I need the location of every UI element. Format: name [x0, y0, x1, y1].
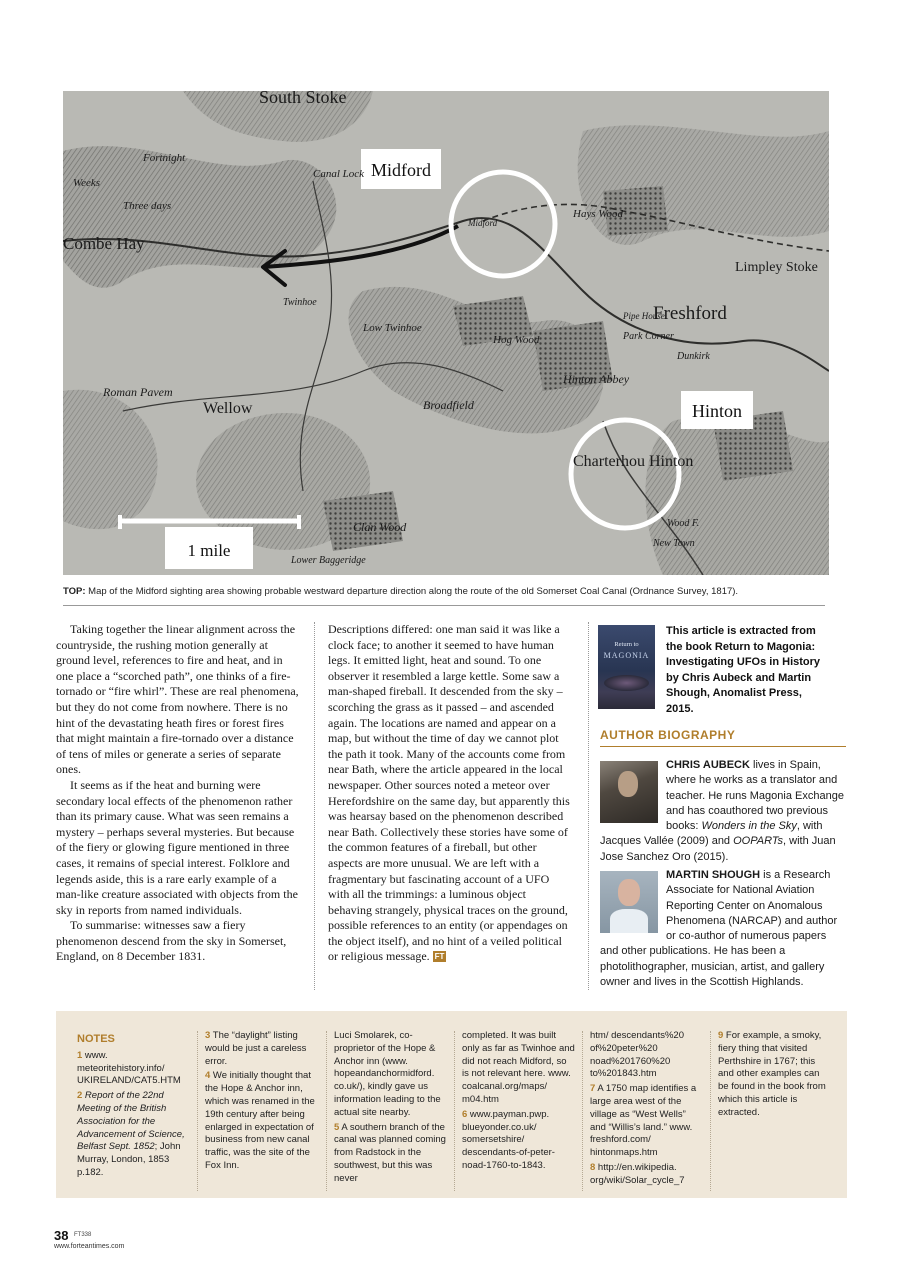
place-weeks: Weeks	[73, 177, 101, 189]
notes-divider	[582, 1031, 583, 1191]
article-paragraph-text: Descriptions differed: one man said it was like a clock face; to another it seemed to have human legs. It emitted light, heat and sound. To one observer it resembled a large kettle. Some saw a man-shaped fireball. It descended from the sky – scorching the grass as it passed – and ascended again. The locations are named and appear on a map, but without the time of day we cannot plot the path it took. Many of the accounts come from near Bath, where the article appeared in the local newspaper. Other sources noted a meteor over Herefordshire on the same day, but apparently this was hearsay based on the phenomenon described near Bath. Collectively these stories have some of the common features of a fireball, but other aspects are more unusual. We are left with a fragmentary but fascinating account of a UFO with all the trimmings: a luminous object behaving strangely, physical traces on the ground, possible references to an entity (or appendages on the object itself), and no hint of a veiled political or religious message.	[328, 622, 570, 964]
place-twinhoe: Twinhoe	[283, 297, 317, 308]
bio-book-title: OOPARTs	[733, 835, 784, 848]
note-item: 5 A southern branch of the canal was planned coming from Radstock in the southwest, but this was never	[334, 1121, 446, 1184]
article-column-2	[328, 622, 572, 965]
place-midford-small: Midford	[468, 218, 498, 228]
website-url: www.forteantimes.com	[54, 1243, 125, 1250]
place-hog-wood: Hog Wood	[493, 334, 540, 346]
bio-book-title: Wonders in the Sky	[701, 820, 797, 833]
page-number: 38	[54, 1228, 69, 1243]
note-item: 9 For example, a smoky, fiery thing that visited Perthshire in 1767; this and other examples can be found in the book from which this article is extracted.	[718, 1030, 826, 1118]
note-item: 3 The “daylight” listing would be just a careless error.	[205, 1030, 307, 1067]
article-paragraph	[328, 622, 572, 965]
place-new-town: New Town	[653, 538, 695, 549]
note-item: 7 A 1750 map identifies a large area west of the village as “West Wells” and “Willis’s land.” www. freshford.com/ hintonmaps.htm	[590, 1083, 697, 1159]
note-item: 6 www.payman.pwp. blueyonder.co.uk/ somersetshire/ descendants-of-peter-noad-1760-to-1843.	[462, 1108, 555, 1171]
place-broadfield: Broadfield	[423, 398, 474, 412]
place-hinton-abbey: Hinton Abbey	[563, 372, 630, 386]
article-paragraph: Taking together the linear alignment across the countryside, the rushing motion generally at ground level, references to fire and heat, and in one place a “scorched path”, one thinks of a fire-tornado or “fire whirl”. These are real phenomena, but they do not come from nowhere. There is no hint of the devastating heath fires or forest fires that might maintain a fire-tornado over a distance of tens of miles or generate a series of separate ones.	[56, 622, 299, 777]
place-three-days: Three days	[123, 200, 172, 212]
author-biography-heading: AUTHOR BIOGRAPHY	[600, 728, 846, 747]
notes-divider	[326, 1031, 327, 1191]
caption-lead: TOP:	[63, 586, 86, 597]
notes-column	[462, 1030, 576, 1173]
notes-divider	[197, 1031, 198, 1191]
place-roman-pavement: Roman Pavem	[103, 385, 173, 399]
author-photo-shough	[600, 871, 658, 933]
note-item: 4 We initially thought that the Hope & Anchor inn, which was renamed in the 19th century after being enlarged in expectation of business from new canal traffic, was the site of the Fox Inn.	[205, 1070, 315, 1171]
caption-rule	[63, 605, 825, 606]
book-cover-subtitle: MAGONIA	[603, 651, 650, 660]
column-divider	[314, 622, 315, 990]
place-wood-f: Wood F.	[667, 518, 700, 529]
notes-column	[205, 1030, 319, 1173]
issue-number: FT338	[74, 1232, 92, 1238]
place-charterhouse: Charterhou Hinton	[573, 453, 694, 470]
notes-column	[77, 1030, 191, 1180]
notes-divider	[710, 1031, 711, 1191]
bio-text: , with Jacques Vallée (2009) and	[600, 820, 823, 848]
column-divider	[588, 622, 589, 990]
scale-label: 1 mile	[187, 541, 231, 560]
author-bio-aubeck	[600, 758, 846, 865]
ft-end-badge: FT	[434, 952, 445, 962]
extract-note: This article is extracted from the book Return to Magonia: Investigating UFOs in History by Chris Aubeck and Martin Shough, Anomalist Press, 2015.	[666, 625, 821, 715]
bio-text: lives in Spain, where he works as a translator and teacher. He runs Magonia Exchange and has coauthored two previous books:	[666, 759, 844, 833]
place-pipe-house: Pipe House	[623, 311, 665, 321]
book-cover-title: Return to	[614, 641, 639, 648]
note-item: 8 http://en.wikipedia. org/wiki/Solar_cycle_7	[590, 1161, 685, 1186]
notes-box	[56, 1011, 847, 1198]
note-item-continued: htm/ descendants%20 of%20peter%20 noad%201760%20 to%201843.htm	[590, 1030, 685, 1080]
author-bio-shough	[600, 868, 846, 990]
bio-text: , with Juan Jose Sanchez Oro (2015).	[600, 835, 836, 863]
note-item: 2 Report of the 22nd Meeting of the British Association for the Advancement of Science, Belfast Sept. 1852; John Murray, London, 1853 p.182.	[77, 1090, 185, 1178]
notes-column	[718, 1030, 832, 1120]
place-wellow: Wellow	[203, 400, 253, 417]
map-image	[63, 91, 829, 575]
author-photo-aubeck	[600, 761, 658, 823]
place-low-twinhoe: Low Twinhoe	[363, 322, 422, 334]
caption-text: Map of the Midford sighting area showing probable westward departure direction along the route of the old Somerset Coal Canal (Ordnance Survey, 1817).	[85, 586, 739, 597]
place-fortnight: Fortnight	[143, 152, 186, 164]
place-limpley-stoke: Limpley Stoke	[735, 260, 818, 275]
place-combe-hay: Combe Hay	[63, 234, 145, 253]
notes-column	[334, 1030, 448, 1186]
map-caption	[63, 586, 829, 598]
author-name-aubeck: CHRIS AUBECK	[666, 759, 750, 771]
book-cover-art	[604, 675, 649, 691]
note-item: 1 www. meteoritehistory.info/ UKIRELAND/CAT5.HTM	[77, 1049, 181, 1087]
place-south-stoke: South Stoke	[259, 91, 347, 107]
bio-text: is a Research Associate for National Aviation Reporting Center on Anomalous Phenomena (NARCAP) and author or co-author of numerous papers and other publications. He has been a photolithographer, musician, artist, and gallery owner and lives in the Scottish Highlands.	[600, 869, 838, 989]
notes-column	[590, 1030, 704, 1188]
notes-heading: NOTES	[77, 1033, 115, 1045]
article-column-1	[56, 622, 300, 965]
notes-divider	[454, 1031, 455, 1191]
note-item-continued: completed. It was built only as far as Twinhoe and did not reach Midford, so is not relevant here. www. coalcanal.org/maps/ m04.htm	[462, 1030, 575, 1105]
hinton-label: Hinton	[691, 401, 743, 421]
book-cover-image	[598, 625, 655, 709]
place-hays-wood: Hays Wood	[573, 208, 624, 220]
place-clan-wood: Clan Wood	[353, 520, 407, 534]
article-paragraph: To summarise: witnesses saw a fiery phenomenon descend from the sky in Somerset, England, on 8 December 1831.	[56, 918, 287, 964]
place-lower-baggeridge: Lower Baggeridge	[291, 555, 366, 566]
author-name-shough: MARTIN SHOUGH	[666, 869, 761, 881]
note-item-continued: Luci Smolarek, co-proprietor of the Hope & Anchor inn (www. hopeandanchormidford. co.uk/), kindly gave us information leading to the actual site nearby.	[334, 1030, 441, 1118]
place-dunkirk: Dunkirk	[677, 351, 710, 362]
midford-label: Midford	[371, 160, 431, 180]
place-freshford: Freshford	[653, 303, 727, 324]
map-drawing	[63, 91, 829, 575]
article-paragraph: It seems as if the heat and burning were secondary local effects of the phenomenon rather than its primary cause. What was seen remains a mystery – perhaps several mysteries. But because of the fiery or glowing figure mentioned in three cases, it remains of special interest. Folklore and legends aside, this is a rare early example of a man-like creature associated with objects from the sky in reports from named individuals.	[56, 777, 298, 917]
place-park-corner: Park Corner	[623, 331, 674, 342]
place-canal-lock: Canal Lock	[313, 168, 365, 180]
